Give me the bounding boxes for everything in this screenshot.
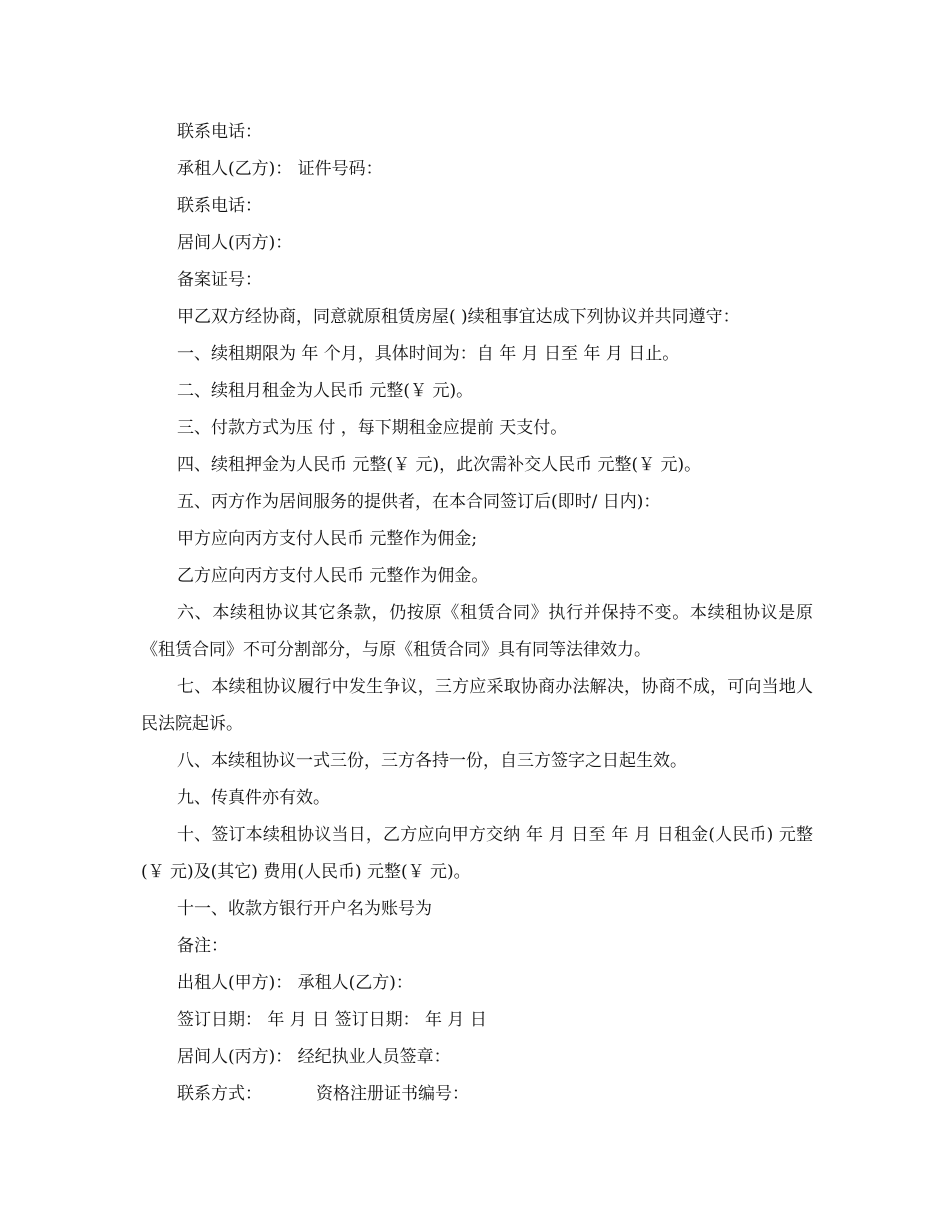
preamble-paragraph: 甲乙双方经协商，同意就原租赁房屋( )续租事宜达成下列协议并共同遵守：: [177, 307, 740, 327]
contact-line: 联系方式： 资格注册证书编号：: [177, 1084, 470, 1104]
remarks-line: 备注：: [177, 936, 228, 956]
agent-line: 居间人(丙方)：: [177, 233, 293, 253]
tenant-phone-line: 联系电话：: [177, 196, 262, 216]
clause-11-bank-account: 十一、收款方银行开户名为账号为: [177, 899, 432, 919]
clause-5-party-a-commission: 甲方应向丙方支付人民币 元整作为佣金;: [177, 529, 478, 549]
signature-dates-line: 签订日期： 年 月 日 签订日期： 年 月 日: [177, 1010, 487, 1030]
tenant-id-line: 承租人(乙方)： 证件号码：: [177, 159, 383, 179]
clause-10-payment-on-signing: 十、签订本续租协议当日，乙方应向甲方交纳 年 月 日至 年 月 日租金(人民币) 元整(￥ 元)及(其它) 费用(人民币) 元整(￥ 元)。: [141, 825, 813, 882]
clause-1-term: 一、续租期限为 年 个月，具体时间为：自 年 月 日至 年 月 日止。: [177, 344, 680, 364]
clause-8-copies: 八、本续租协议一式三份，三方各持一份，自三方签字之日起生效。: [177, 751, 687, 771]
document-body: [141, 114, 813, 1113]
clause-2-rent: 二、续租月租金为人民币 元整(￥ 元)。: [177, 381, 474, 401]
clause-5-party-b-commission: 乙方应向丙方支付人民币 元整作为佣金。: [177, 566, 489, 586]
signature-agent-line: 居间人(丙方)： 经纪执业人员签章：: [177, 1047, 451, 1067]
clause-9-fax: 九、传真件亦有效。: [177, 788, 330, 808]
clause-5-agent-service: 五、丙方作为居间服务的提供者，在本合同签订后(即时/ 日内)：: [177, 492, 661, 512]
clause-3-payment: 三、付款方式为压 付 ，每下期租金应提前 天支付。: [177, 418, 568, 438]
signature-parties-line: 出租人(甲方)： 承租人(乙方)：: [177, 973, 413, 993]
landlord-phone-line: 联系电话：: [177, 122, 262, 142]
clause-6-other-terms: 六、本续租协议其它条款，仍按原《租赁合同》执行并保持不变。本续租协议是原《租赁合同》不可分割部分，与原《租赁合同》具有同等法律效力。: [141, 603, 813, 660]
clause-7-disputes: 七、本续租协议履行中发生争议，三方应采取协商办法解决，协商不成，可向当地人民法院起诉。: [141, 677, 813, 734]
clause-4-deposit: 四、续租押金为人民币 元整(￥ 元)，此次需补交人民币 元整(￥ 元)。: [177, 455, 702, 475]
record-number-line: 备案证号：: [177, 270, 262, 290]
